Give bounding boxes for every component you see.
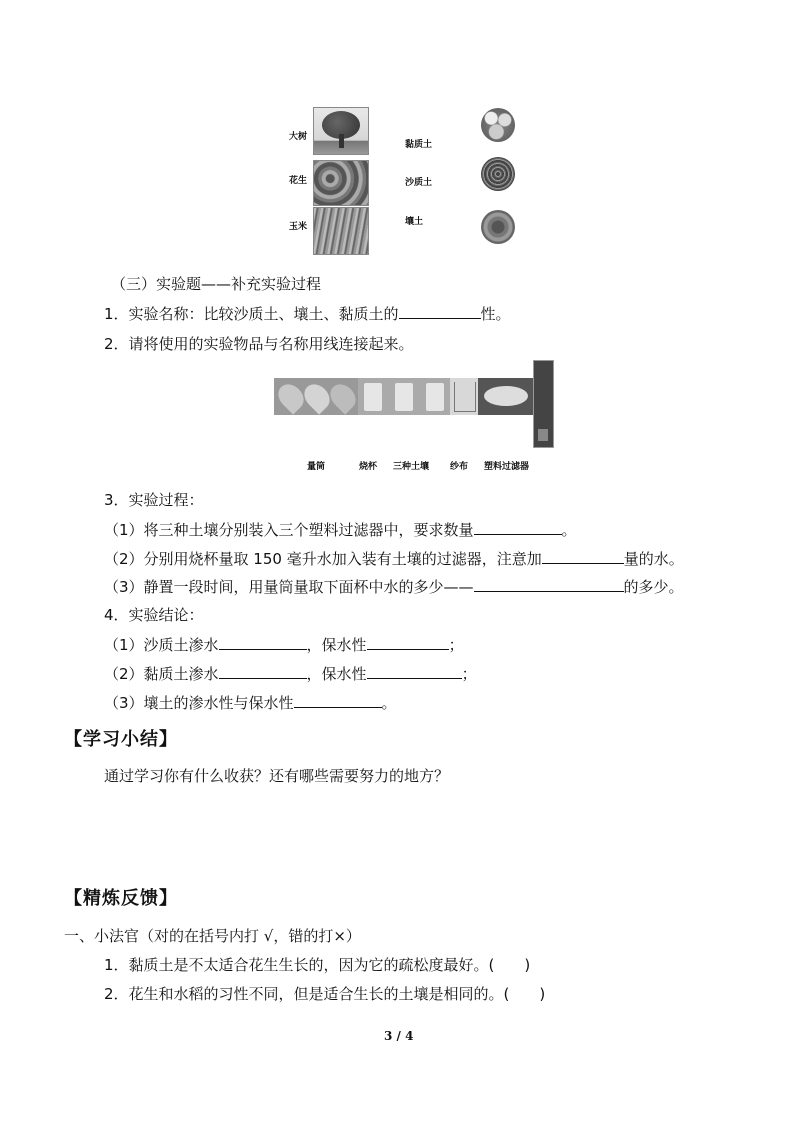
conclusion1-prefix: （1）沙质土渗水	[104, 636, 219, 654]
plant-label-corn: 玉米	[289, 222, 308, 232]
conclusion1-mid: ，保水性	[306, 636, 367, 654]
corn-photo	[313, 207, 369, 255]
lab-label-gauze: 纱布	[450, 462, 469, 472]
page-number: 3 / 4	[384, 1029, 414, 1043]
answer-blank[interactable]	[399, 303, 481, 319]
lab-label-plastic-filter: 塑料过滤器	[484, 462, 530, 472]
clay-soil-image	[481, 108, 515, 142]
item1-prefix: 1．实验名称：比较沙质土、壤土、黏质土的	[104, 305, 399, 323]
answer-blank[interactable]	[474, 519, 562, 535]
step2-prefix: （2）分别用烧杯量取 150 毫升水加入装有土壤的过滤器，注意加	[104, 550, 542, 568]
answer-blank[interactable]	[367, 634, 449, 650]
step3-prefix: （3）静置一段时间，用量筒量取下面杯中水的多少——	[104, 578, 474, 596]
conclusion2-prefix: （2）黏质土渗水	[104, 665, 219, 683]
process-step-1	[104, 519, 577, 540]
feedback-heading: 【精炼反馈】	[64, 888, 178, 909]
measuring-cylinder-photo	[533, 360, 554, 448]
sandy-soil-image	[481, 157, 515, 191]
soil-tray-photo	[478, 378, 534, 415]
experiment-item-2: 2．请将使用的实验物品与名称用线连接起来。	[104, 335, 414, 353]
peanut-photo	[313, 160, 369, 206]
experiment-item-1	[104, 303, 511, 324]
conclusion-3	[104, 692, 397, 713]
answer-blank[interactable]	[542, 548, 624, 564]
soil-label-clay: 黏质土	[405, 140, 433, 150]
soil-label-loam: 壤土	[405, 217, 424, 227]
judgment-question-1[interactable]: 1．黏质土是不太适合花生生长的，因为它的疏松度最好。( )	[104, 956, 531, 974]
item1-suffix: 性。	[480, 305, 511, 323]
judgment-question-2[interactable]: 2．花生和水稻的习性不同，但是适合生长的土壤是相同的。( )	[104, 985, 546, 1003]
answer-blank[interactable]	[474, 576, 624, 592]
tree-photo	[313, 107, 369, 155]
conclusion3-suffix: 。	[381, 694, 397, 712]
conclusion3-prefix: （3）壤土的渗水性与保水性	[104, 694, 294, 712]
step1-prefix: （1）将三种土壤分别装入三个塑料过滤器中，要求数量	[104, 521, 474, 539]
experiment-item-3: 3．实验过程：	[104, 491, 204, 509]
conclusion2-mid: ，保水性	[306, 665, 367, 683]
gauze-photo	[274, 378, 358, 415]
lab-label-measuring-cylinder: 量筒	[307, 462, 326, 472]
step2-suffix: 量的水。	[623, 550, 684, 568]
conclusion-2	[104, 663, 477, 684]
conclusion1-suffix: ；	[448, 636, 464, 654]
answer-blank[interactable]	[219, 634, 307, 650]
plastic-filters-photo	[358, 378, 450, 415]
summary-heading: 【学习小结】	[64, 729, 178, 750]
lab-label-three-soils: 三种土壤	[393, 462, 430, 472]
conclusion2-suffix: ；	[461, 665, 477, 683]
lab-label-beaker: 烧杯	[359, 462, 378, 472]
soil-label-sandy: 沙质土	[405, 178, 433, 188]
answer-blank[interactable]	[219, 663, 307, 679]
summary-question: 通过学习你有什么收获？还有哪些需要努力的地方？	[104, 767, 450, 785]
experiment-item-4: 4．实验结论：	[104, 606, 204, 624]
summary-answer-area[interactable]	[104, 790, 684, 860]
process-step-3	[104, 576, 684, 597]
beaker-photo	[450, 378, 478, 415]
feedback-section-1: 一、小法官（对的在括号内打 √，错的打×）	[64, 927, 361, 945]
step3-suffix: 的多少。	[623, 578, 684, 596]
answer-blank[interactable]	[367, 663, 462, 679]
answer-blank[interactable]	[294, 692, 382, 708]
loam-soil-image	[481, 210, 515, 244]
plant-label-peanut: 花生	[289, 176, 308, 186]
plant-label-tree: 大树	[289, 132, 308, 142]
process-step-2	[104, 548, 684, 569]
conclusion-1	[104, 634, 464, 655]
step1-suffix: 。	[561, 521, 577, 539]
experiment-heading: （三）实验题——补充实验过程	[111, 275, 322, 293]
